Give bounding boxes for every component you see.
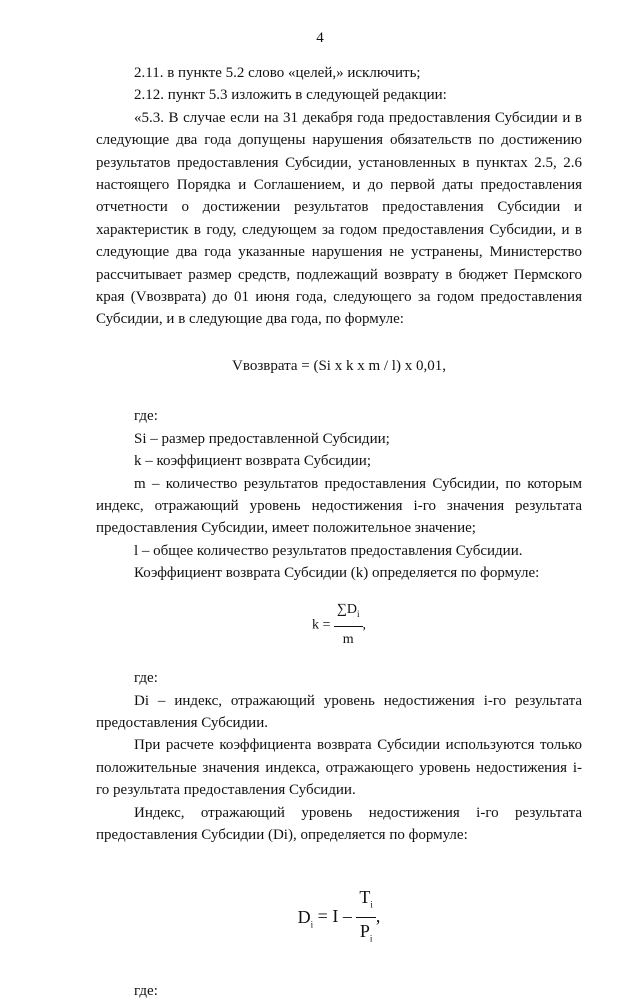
document-body — [96, 62, 582, 1003]
formula-di-denominator: $P_i$ — [359, 921, 373, 944]
formula-di-numerator: $T_i$ — [356, 886, 376, 918]
formula-k — [96, 599, 582, 652]
where-label-3: где: — [134, 983, 158, 1000]
formula-k-tail: , — [362, 617, 366, 633]
paragraph-2-12: 2.12. пункт 5.3 изложить в следующей редакции: — [134, 87, 447, 104]
paragraph-calc: При расчете коэффициента возврата Субсидии используются только положительные значения индекса, отражающего уровень недостижения i-го результата предоставления Субсидии. — [96, 737, 582, 799]
formula-di — [96, 886, 582, 950]
page-number: 4 — [316, 30, 324, 46]
definition-l: l – общее количество результатов предоставления Субсидии. — [134, 542, 523, 559]
paragraph-2-11: 2.11. в пункте 5.2 слово «целей,» исключить; — [134, 65, 421, 81]
formula-k-denominator: m — [342, 631, 354, 647]
formula-k-numerator: $\sum D_i$ — [334, 599, 363, 627]
paragraph-5-3: «5.3. В случае если на 31 декабря года предоставления Субсидии и в следующие два года допущены нарушения обязательств по достижению результатов предоставления Субсидии, установленных в пунктах 2.5, 2.6 настоящего Порядка и Соглашением, и до первой даты предоставления отчетности о достижении результатов предоставления Субсидии и характеристик в году, следующем за годом предоставления Субсидии, и в следующие два года указанные нарушения не устранены, Министерство рассчитывает размер средств, подлежащий возврату в бюджет Пермского края (Vвозврата) до 01 июня года, следующего за годом предоставления Субсидии, и в следующие два года, по формуле: — [96, 109, 582, 328]
where-label-1: где: — [134, 408, 158, 425]
formula-di-tail: , — [375, 906, 381, 927]
formula-di-mid: = I – — [313, 906, 352, 927]
where-label-2: где: — [134, 670, 158, 687]
formula-di-fraction — [356, 886, 376, 950]
definition-di: Di – индекс, отражающий уровень недостижения i-го результата предоставления Субсидии. — [96, 692, 582, 731]
definition-m: m – количество результатов предоставления Субсидии, по которым индекс, отражающий уровень недостижения i-го значения результата предоставления Субсидии, имеет положительное значение; — [96, 475, 582, 537]
definition-k: k – коэффициент возврата Субсидии; — [134, 453, 371, 470]
definition-si: Si – размер предоставленной Субсидии; — [134, 430, 390, 447]
formula-di-lhs: $D_i$ — [297, 906, 314, 930]
formula-v-return: Vвозврата = (Si x k x m / l) x 0,01, — [232, 357, 446, 374]
formula-k-lhs: k = — [311, 617, 331, 633]
index-definition-intro: Индекс, отражающий уровень недостижения i-го результата предоставления Субсидии (Di), определяется по формуле: — [96, 804, 582, 843]
k-definition-intro: Коэффициент возврата Субсидии (k) определяется по формуле: — [134, 565, 540, 582]
formula-k-fraction — [334, 599, 363, 652]
